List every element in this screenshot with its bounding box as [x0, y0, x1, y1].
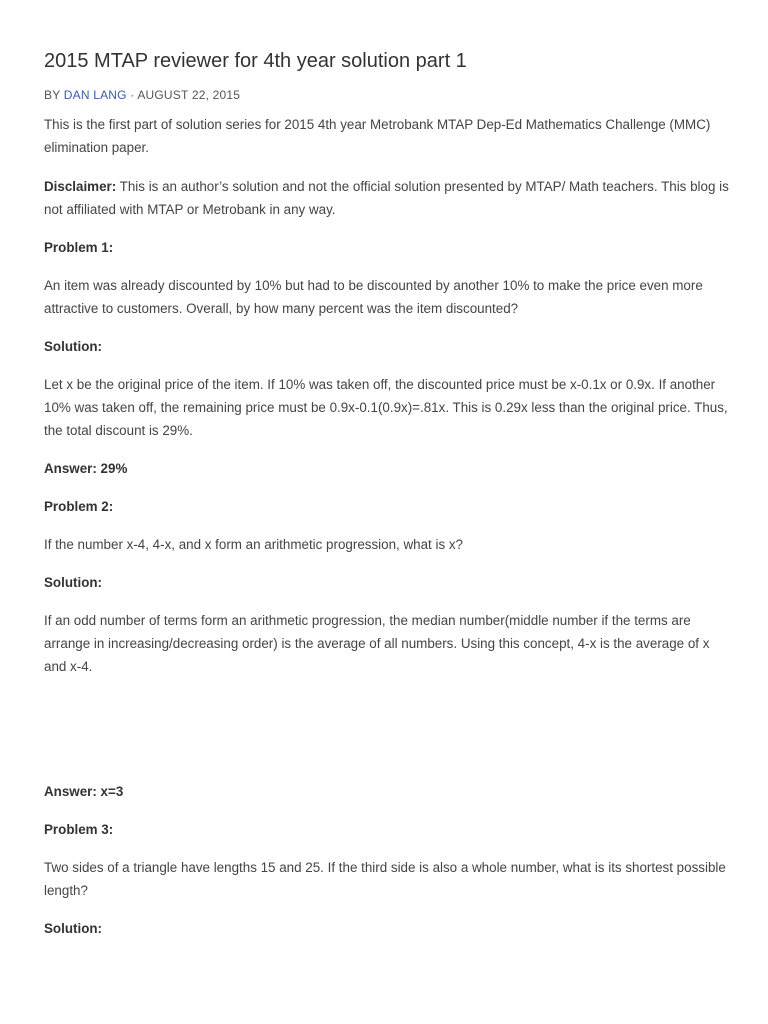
problem-2-solution: If an odd number of terms form an arithmetic progression, the median number(middle number if the terms are arrange in increasing/decreasing order) is the average of all numbers. Using this concept, 4-x is the average of x and x-4. [44, 613, 710, 674]
problem-1-text: An item was already discounted by 10% but had to be discounted by another 10% to make the price even more attractive to customers. Overall, by how many percent was the item discounted? [44, 278, 703, 316]
problem-3-text: Two sides of a triangle have lengths 15 and 25. If the third side is also a whole number, what is its shortest possible length? [44, 860, 726, 898]
byline-by: BY [44, 88, 61, 102]
problem-2-text: If the number x-4, 4-x, and x form an arithmetic progression, what is x? [44, 537, 464, 552]
article [44, 48, 730, 940]
problem-1-answer: Answer: 29% [44, 461, 128, 476]
problem-1-solution: Let x be the original price of the item. If 10% was taken off, the discounted price must be x-0.1x or 0.9x. If another 10% was taken off, the remaining price must be 0.9x-0.1(0.9x)=.81x. This is 0.29x less than the original price. Thus, the total discount is 29%. [44, 377, 728, 438]
disclaimer-paragraph [44, 175, 730, 221]
disclaimer-label: Disclaimer: [44, 179, 117, 194]
byline-separator: · [126, 88, 138, 102]
author-link[interactable]: DAN LANG [63, 88, 127, 102]
problem-2-solution-heading: Solution: [44, 575, 103, 590]
publish-date: AUGUST 22, 2015 [137, 88, 241, 102]
problem-3-heading: Problem 3: [44, 822, 114, 837]
problem-3-solution-heading: Solution: [44, 921, 103, 936]
disclaimer-text: This is an author’s solution and not the official solution presented by MTAP/ Math teachers. This blog is not affiliated with MTAP or Metrobank in any way. [44, 179, 729, 217]
byline [44, 87, 730, 103]
problem-2-heading: Problem 2: [44, 499, 114, 514]
problem-1-heading: Problem 1: [44, 240, 114, 255]
problem-1-solution-heading: Solution: [44, 339, 103, 354]
intro-paragraph: This is the first part of solution series for 2015 4th year Metrobank MTAP Dep-Ed Mathematics Challenge (MMC) elimination paper. [44, 117, 711, 155]
image-placeholder [44, 678, 730, 765]
problem-2-answer: Answer: x=3 [44, 784, 124, 799]
article-title: 2015 MTAP reviewer for 4th year solution part 1 [44, 50, 467, 72]
